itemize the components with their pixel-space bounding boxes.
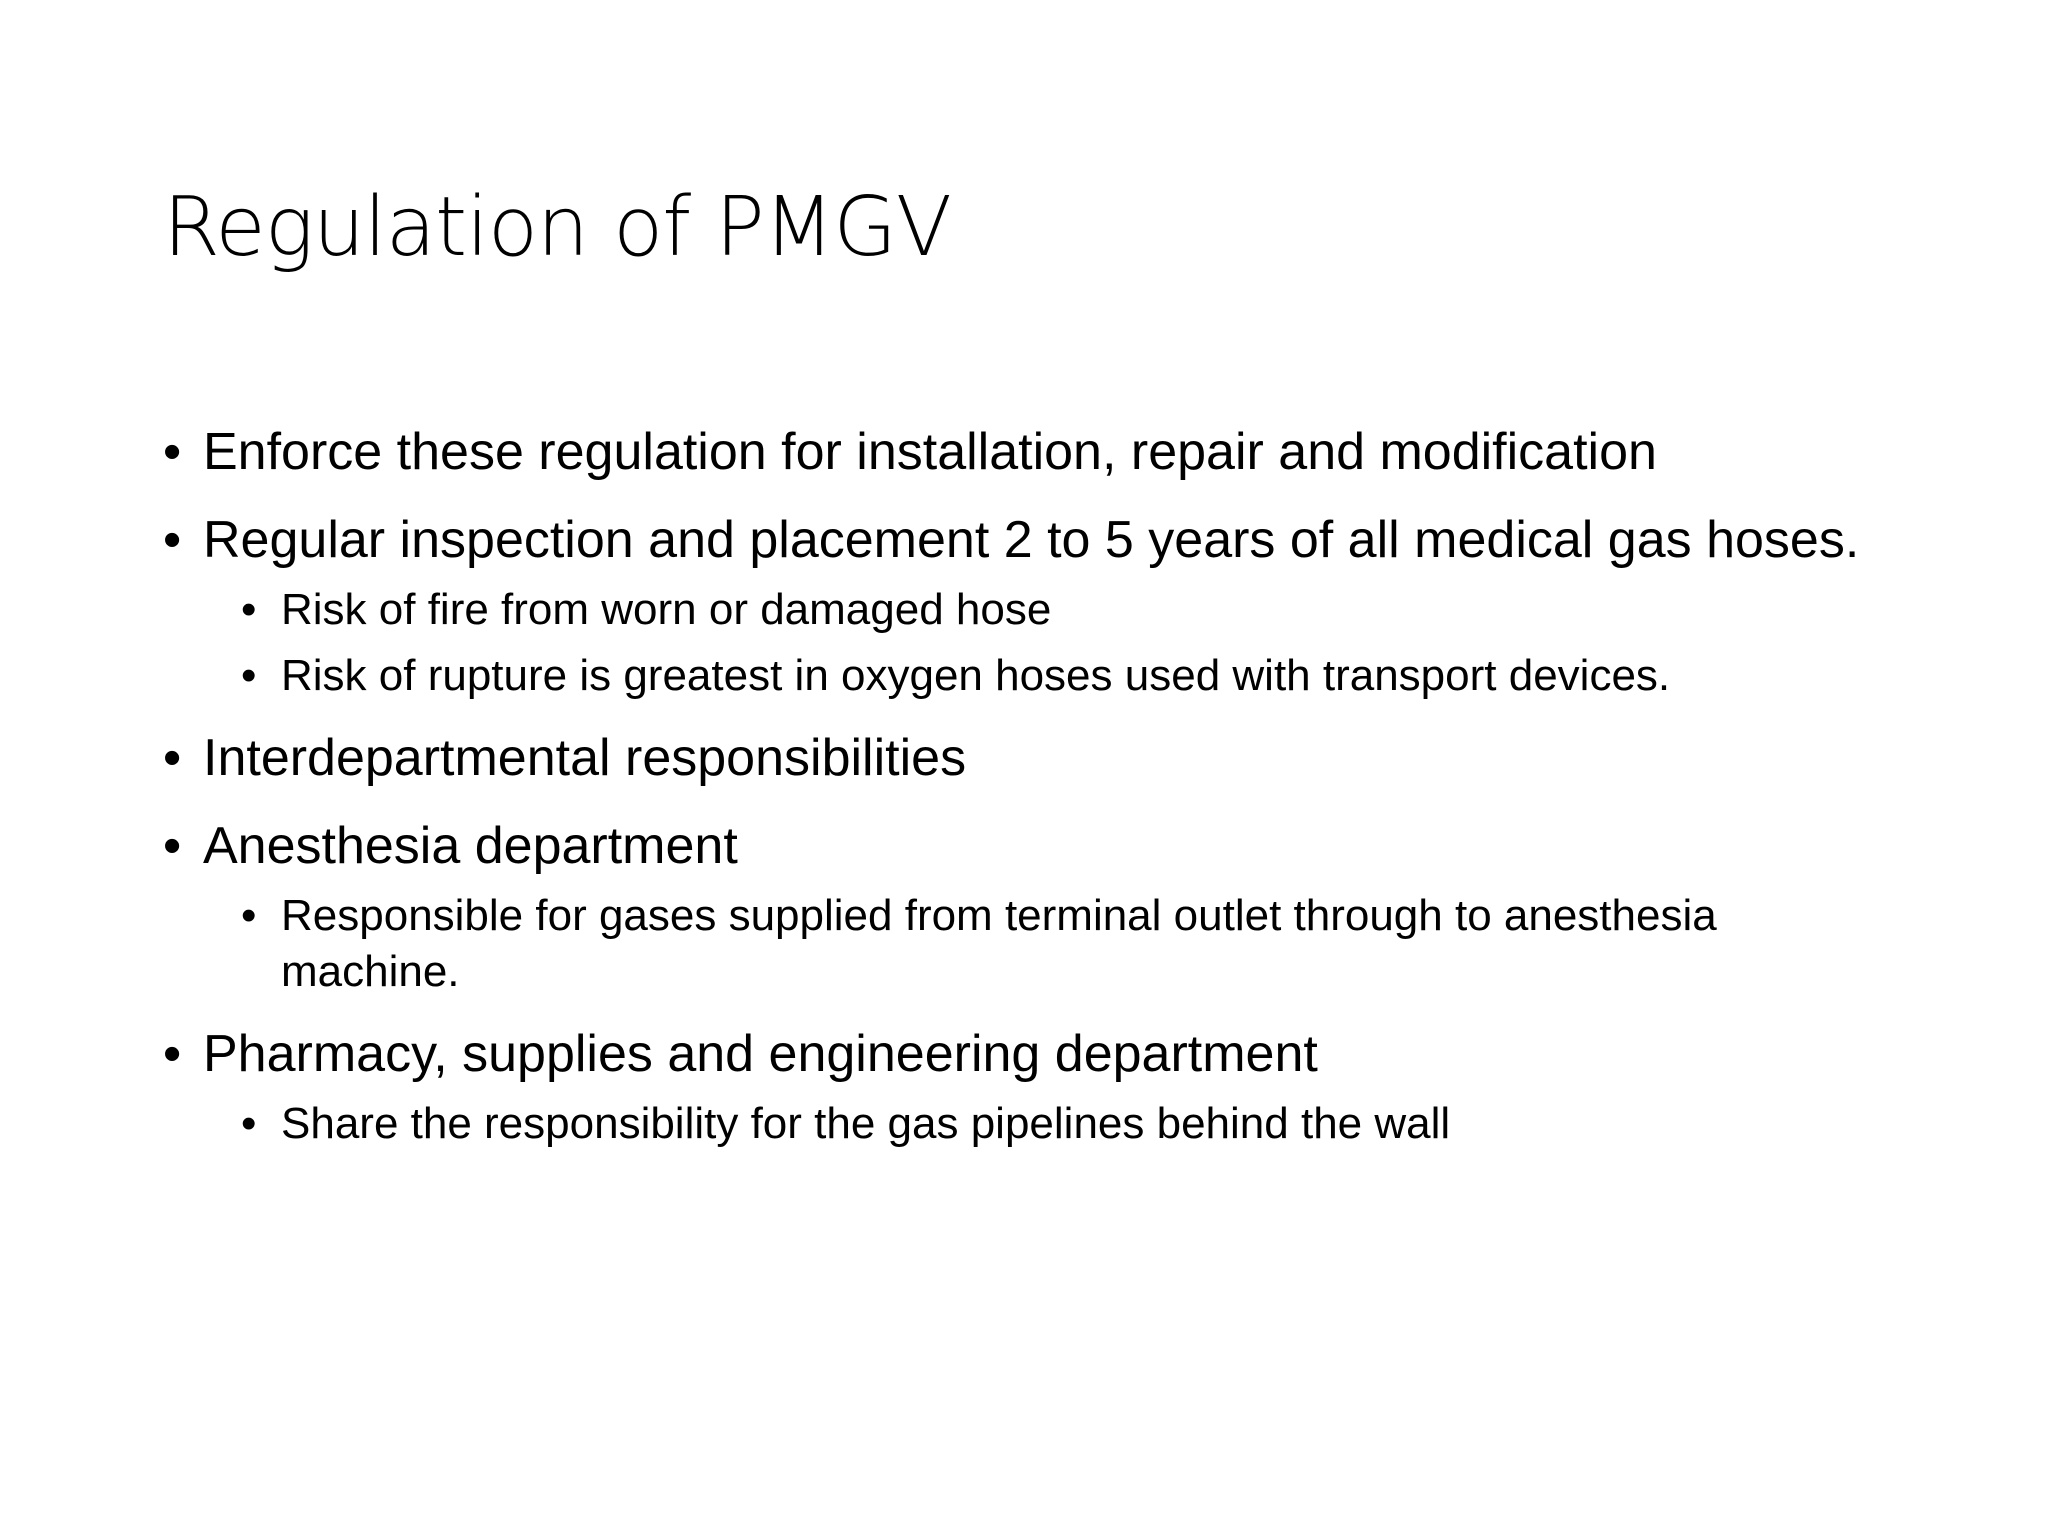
- bullet-text: Enforce these regulation for installation, repair and modification: [203, 423, 1657, 481]
- sub-bullet-item: [163, 1096, 1903, 1152]
- bullet-item: [163, 726, 1903, 790]
- bullet-marker: •: [163, 1025, 182, 1083]
- bullet-marker: •: [163, 817, 182, 875]
- sub-bullet-text: Risk of fire from worn or damaged hose: [281, 585, 1052, 634]
- bullet-item: [163, 420, 1903, 484]
- bullet-marker: •: [163, 511, 182, 569]
- sub-bullet-item: [163, 582, 1903, 638]
- bullet-marker: •: [163, 729, 182, 787]
- bullet-text: Interdepartmental responsibilities: [203, 729, 967, 787]
- sub-bullet-text: Share the responsibility for the gas pipelines behind the wall: [281, 1099, 1451, 1148]
- bullet-item: [163, 508, 1903, 572]
- bullet-text: Anesthesia department: [203, 817, 738, 875]
- sub-bullet-item: [163, 648, 1903, 704]
- bullet-item: [163, 1022, 1903, 1086]
- sub-bullet-item: [163, 888, 1903, 1000]
- sub-bullet-text: Responsible for gases supplied from terminal outlet through to anesthesia machine.: [281, 891, 1717, 996]
- bullet-text: Regular inspection and placement 2 to 5 years of all medical gas hoses.: [203, 511, 1860, 569]
- bullet-marker: •: [241, 651, 257, 700]
- slide-title: Regulation of PMGV: [163, 180, 952, 275]
- sub-bullet-text: Risk of rupture is greatest in oxygen hoses used with transport devices.: [281, 651, 1671, 700]
- bullet-item: [163, 814, 1903, 878]
- bullet-list: [163, 420, 1903, 1152]
- bullet-marker: •: [241, 585, 257, 634]
- bullet-marker: •: [241, 1099, 257, 1148]
- bullet-marker: •: [241, 891, 257, 940]
- bullet-marker: •: [163, 423, 182, 481]
- bullet-text: Pharmacy, supplies and engineering department: [203, 1025, 1318, 1083]
